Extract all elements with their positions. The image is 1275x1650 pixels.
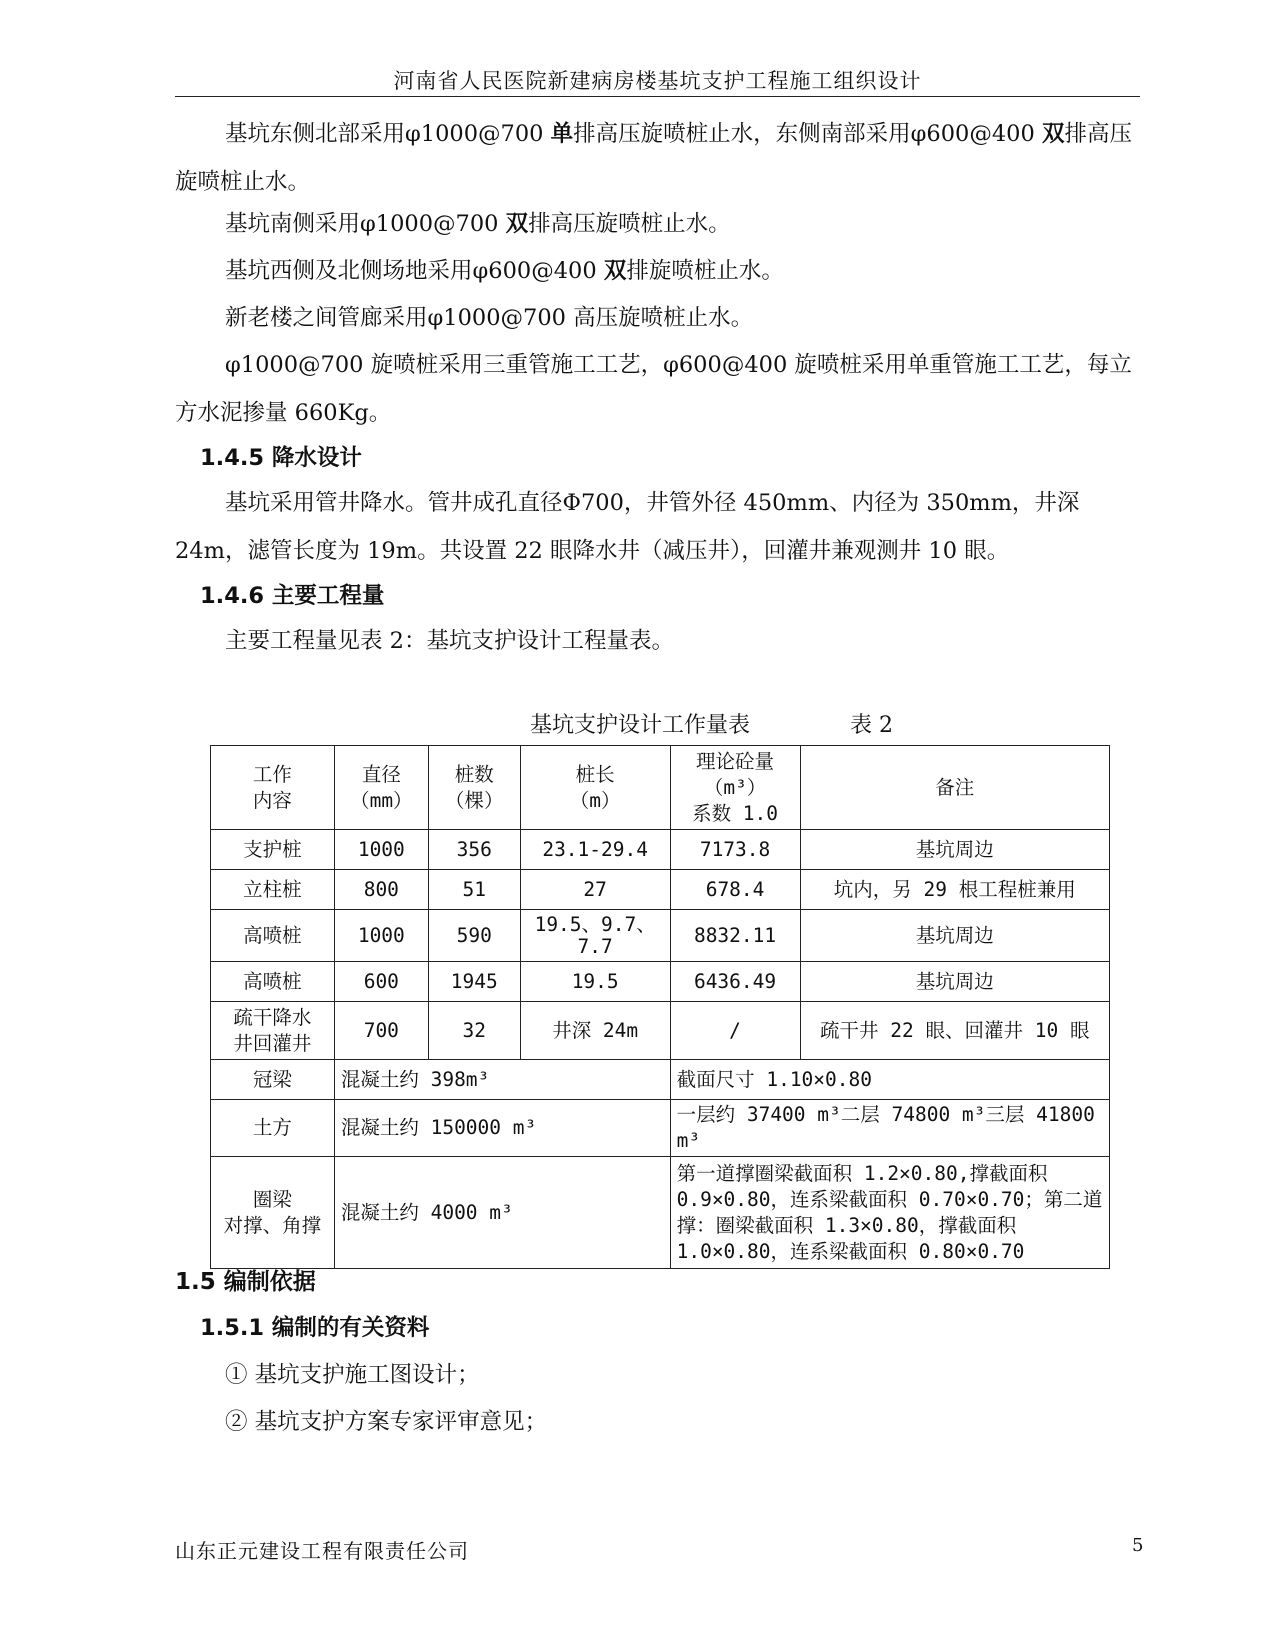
header-vol-2: （m³） bbox=[703, 775, 767, 799]
cell-dia: 1000 bbox=[334, 910, 428, 962]
p1-bold-double: 双 bbox=[1041, 121, 1065, 147]
header-work-1: 工作 bbox=[252, 762, 292, 786]
header-vol-3: 系数 1.0 bbox=[692, 801, 779, 825]
cell-desc: 一层约 37400 m³二层 74800 m³三层 41800 m³ bbox=[670, 1100, 1109, 1157]
cell-len: 19.5 bbox=[520, 962, 670, 1002]
cell-vol: / bbox=[670, 1002, 800, 1060]
header-len-1: 桩长 bbox=[575, 762, 615, 786]
cell-len bbox=[520, 910, 670, 962]
cell-len: 23.1-29.4 bbox=[520, 830, 670, 870]
cell-vol: 678.4 bbox=[670, 870, 800, 910]
cell-len-1: 19.5、9.7、 bbox=[534, 912, 656, 936]
p2-text-c: 排高压旋喷桩止水。 bbox=[528, 211, 731, 237]
header-count bbox=[428, 746, 520, 830]
table-caption-number: 表 2 bbox=[850, 713, 893, 738]
cell-len-2: 7.7 bbox=[577, 934, 613, 958]
cell-note: 基坑周边 bbox=[800, 962, 1109, 1002]
header-dia-2: （mm） bbox=[350, 788, 413, 812]
cell-name-2: 对撑、角撑 bbox=[223, 1213, 322, 1237]
cell-amount: 混凝土约 150000 m³ bbox=[334, 1100, 670, 1157]
cell-len: 27 bbox=[520, 870, 670, 910]
cell-name: 冠梁 bbox=[211, 1060, 335, 1100]
p2-bold-double: 双 bbox=[505, 211, 529, 237]
header-dia-1: 直径 bbox=[361, 762, 401, 786]
table-row bbox=[211, 962, 1110, 1002]
paragraph-dewatering: 基坑采用管井降水。管井成孔直径Φ700，井管外径 450mm、内径为 350mm，井深 24m，滤管长度为 19m。共设置 22 眼降水井（减压井），回灌井兼观测井 10 眼。 bbox=[175, 490, 1080, 564]
p3-bold-double: 双 bbox=[603, 258, 627, 284]
cell-note: 基坑周边 bbox=[800, 830, 1109, 870]
header-diameter bbox=[334, 746, 428, 830]
heading-1-4-5: 1.4.5 降水设计 bbox=[200, 445, 362, 471]
header-len-2: （m） bbox=[569, 788, 621, 812]
header-work bbox=[211, 746, 335, 830]
cell-count: 32 bbox=[428, 1002, 520, 1060]
header-note: 备注 bbox=[800, 746, 1109, 830]
cell-name: 高喷桩 bbox=[211, 962, 335, 1002]
cell-count: 1945 bbox=[428, 962, 520, 1002]
cell-count: 590 bbox=[428, 910, 520, 962]
table-row bbox=[211, 870, 1110, 910]
table-row-merged bbox=[211, 1060, 1110, 1100]
cell-vol: 8832.11 bbox=[670, 910, 800, 962]
header-length bbox=[520, 746, 670, 830]
cell-dia: 1000 bbox=[334, 830, 428, 870]
paragraph-jet-grout-process: φ1000@700 旋喷桩采用三重管施工工艺，φ600@400 旋喷桩采用单重管施工工艺，每立方水泥掺量 660Kg。 bbox=[175, 352, 1132, 426]
cell-vol: 7173.8 bbox=[670, 830, 800, 870]
header-count-1: 桩数 bbox=[454, 762, 494, 786]
paragraph-west-north-side bbox=[175, 247, 1140, 295]
cell-name: 支护桩 bbox=[211, 830, 335, 870]
list-item: ① 基坑支护施工图设计； bbox=[225, 1362, 480, 1388]
table-row-merged bbox=[211, 1100, 1110, 1157]
p1-text-a: 基坑东侧北部采用φ1000@700 bbox=[225, 121, 551, 147]
cell-name: 土方 bbox=[211, 1100, 335, 1157]
table-row-merged bbox=[211, 1157, 1110, 1269]
cell-note: 疏干井 22 眼、回灌井 10 眼 bbox=[800, 1002, 1109, 1060]
header-vol-1: 理论砼量 bbox=[696, 749, 775, 773]
p2-text-a: 基坑南侧采用φ1000@700 bbox=[225, 211, 506, 237]
header-work-2: 内容 bbox=[252, 788, 292, 812]
heading-1-4-6: 1.4.6 主要工程量 bbox=[200, 583, 385, 609]
header-count-2: （棵） bbox=[445, 788, 504, 812]
cell-name-1: 疏干降水 bbox=[233, 1005, 312, 1029]
p3-text-a: 基坑西侧及北侧场地采用φ600@400 bbox=[225, 258, 604, 284]
p1-text-e: 排高压旋喷桩止水。 bbox=[175, 121, 1132, 195]
table-row bbox=[211, 830, 1110, 870]
heading-1-5: 1.5 编制依据 bbox=[175, 1269, 316, 1295]
cell-name: 立柱桩 bbox=[211, 870, 335, 910]
p1-text-c: 排高压旋喷桩止水，东侧南部采用φ600@400 bbox=[573, 121, 1042, 147]
header-volume bbox=[670, 746, 800, 830]
table-row bbox=[211, 1002, 1110, 1060]
cell-note: 基坑周边 bbox=[800, 910, 1109, 962]
paragraph-corridor: 新老楼之间管廊采用φ1000@700 高压旋喷桩止水。 bbox=[225, 305, 754, 331]
table-row bbox=[211, 910, 1110, 962]
running-header: 河南省人民医院新建病房楼基坑支护工程施工组织设计 bbox=[175, 70, 1140, 97]
cell-count: 51 bbox=[428, 870, 520, 910]
cell-count: 356 bbox=[428, 830, 520, 870]
p3-text-c: 排旋喷桩止水。 bbox=[626, 258, 784, 284]
paragraph-south-side bbox=[175, 200, 1140, 248]
list-item: ② 基坑支护方案专家评审意见； bbox=[225, 1409, 548, 1435]
heading-1-5-1: 1.5.1 编制的有关资料 bbox=[200, 1315, 430, 1341]
cell-dia: 600 bbox=[334, 962, 428, 1002]
cell-len: 井深 24m bbox=[520, 1002, 670, 1060]
quantities-table bbox=[210, 745, 1110, 1269]
p1-bold-single: 单 bbox=[550, 121, 574, 147]
cell-dia: 700 bbox=[334, 1002, 428, 1060]
cell-vol: 6436.49 bbox=[670, 962, 800, 1002]
cell-desc: 第一道撑圈梁截面积 1.2×0.80,撑截面积 0.9×0.80，连系梁截面积 0.70×0.70；第二道撑：圈梁截面积 1.3×0.80，撑截面积 1.0×0.80，连系梁截面积 0.80×0.70 bbox=[670, 1157, 1109, 1269]
cell-name-1: 圈梁 bbox=[252, 1187, 292, 1211]
table-caption-title: 基坑支护设计工作量表 bbox=[530, 713, 751, 738]
cell-name bbox=[211, 1002, 335, 1060]
footer-company: 山东正元建设工程有限责任公司 bbox=[175, 1539, 469, 1563]
table-header-row bbox=[211, 746, 1110, 830]
cell-name bbox=[211, 1157, 335, 1269]
cell-name-2: 井回灌井 bbox=[233, 1031, 312, 1055]
paragraph-quantities-ref: 主要工程量见表 2：基坑支护设计工程量表。 bbox=[225, 628, 674, 654]
paragraph-east-side bbox=[175, 110, 1140, 206]
cell-note: 坑内，另 29 根工程桩兼用 bbox=[800, 870, 1109, 910]
page-number: 5 bbox=[1132, 1535, 1144, 1556]
cell-desc: 截面尺寸 1.10×0.80 bbox=[670, 1060, 1109, 1100]
cell-name: 高喷桩 bbox=[211, 910, 335, 962]
cell-dia: 800 bbox=[334, 870, 428, 910]
cell-amount: 混凝土约 398m³ bbox=[334, 1060, 670, 1100]
cell-amount: 混凝土约 4000 m³ bbox=[334, 1157, 670, 1269]
